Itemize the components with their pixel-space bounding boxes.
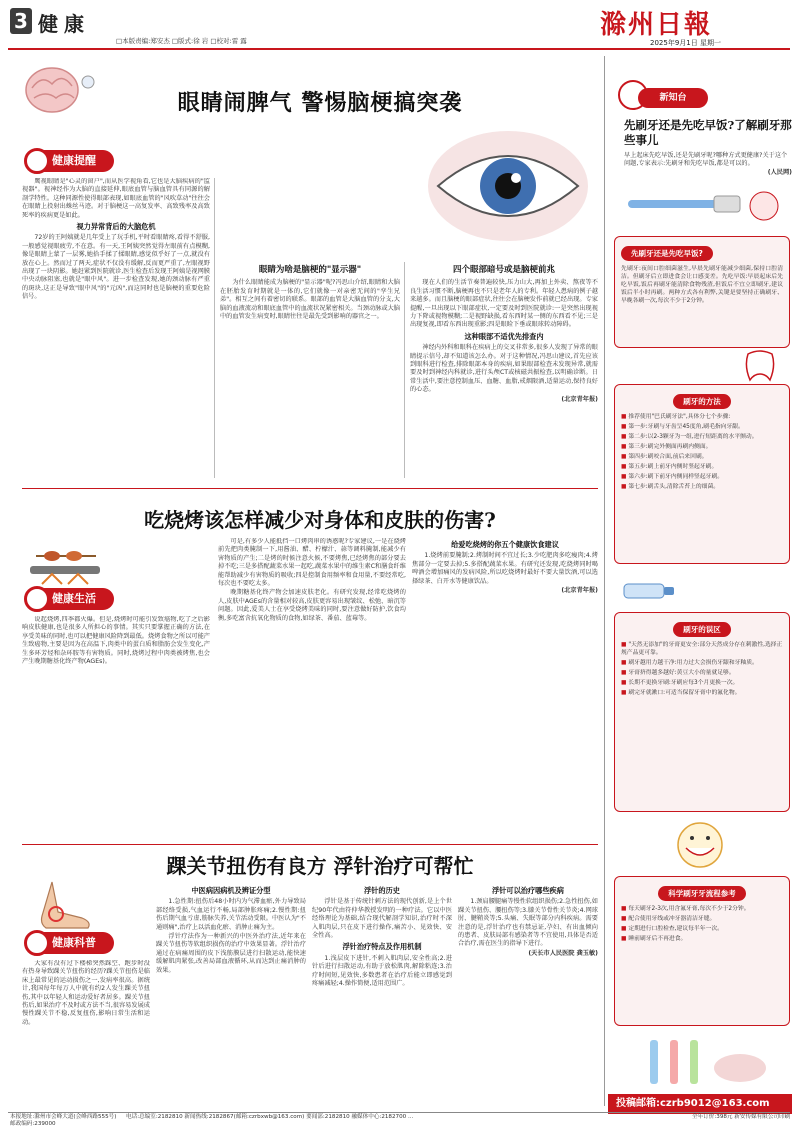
- article3-column-3: [312, 884, 452, 1106]
- article3-body-2: 1.急性期:扭伤后48小时内为气滞血瘀,外力导致局部经络受损,气血运行不畅,局部肿胀疼痛;2.慢性期:扭伤后期气血亏虚,筋脉失养,关节活动受限。中医认为"不通则痛",治疗上以活血化瘀、消肿止痛为主。: [156, 898, 306, 931]
- brushing-myth: ■ 刷牙越用力越干净:用力过大会损伤牙龈和牙釉质。: [621, 659, 783, 667]
- article1-body-2: 为什么眼睛能成为脑梗的"显示器"呢?冯思山介绍,眼睛和大脑在胚胎发育时期就是一体的,它们就像一对亲密无间的"孪生兄弟"。相互之间有着密切的联系。眼部的血管是大脑血管的分支,大脑的血液流动和眼底血管中的血流状况紧密相关。当颈动脉或大脑中的血管发生病变时,眼睛往往是最先受到影响的器官之一。: [220, 279, 400, 321]
- column-divider: [404, 262, 405, 478]
- article2-body-1: 说起烧烤,四季都火爆。但是,烧烤时可能引发致癌物,吃了之后影响皮肤健康,也是很多人所担心的事情。其实只要掌握正确的方法,在享受美味的同时,也可以把健康风险降到最低。烧烤食物之所以可能产生致癌物,主要是因为在高温下,肉类中的蛋白质和脂肪会发生变化,产生多环芳烃和杂环胺等有害物质。同时,烧烤过程中肉类被烤焦,也会产生晚期糖基化终产物(AGEs)。: [22, 616, 210, 666]
- article2-body-3: 晚期糖基化终产物会加速皮肤老化。有研究发现,经常吃烧烤的人,皮肤中AGEs的含量相对较高,皮肤更容易出现皱纹、松弛、暗沉等问题。因此,爱美人士在享受烧烤美味的同时,要注意做好防护,饮食均衡,多吃富含抗氧化物质的食物,如绿茶、番茄、蓝莓等。: [218, 589, 406, 622]
- article2-tag: 健康生活: [30, 588, 114, 610]
- brushes-illustration: [630, 1032, 780, 1086]
- editor-credits: □本版责编:郑安杰 □版式:徐 岩 □校对:雷 露: [116, 37, 247, 45]
- column-divider: [214, 178, 215, 478]
- article1-body-4: 神经内外科和眼科在疾病上的交叉非常多,很多人发现了异常的眼睛提示信号,却不知道该怎么办。对于这种情况,冯思山建议,首先应该到眼科进行检查,排除眼部本身的疾病,如果眼部检查未发现异常,就需要及时到神经内科就诊,进行头颅CT或核磁共振检查,以明确诊断。日常生活中,要注意控制血压、血糖、血脂,戒烟限酒,适量运动,保持良好的心态。: [410, 344, 598, 394]
- article2-headline: 吃烧烤该怎样减少对身体和皮肤的伤害?: [144, 508, 496, 532]
- article3-subheading-2: 浮针的历史: [364, 886, 400, 895]
- brushing-step: ■ 第一步:牙刷与牙齿呈45度角,刷毛指向牙龈。: [621, 423, 783, 431]
- brushing-step: ■ 第七步:刷舌头,清除舌苔上的细菌。: [621, 483, 783, 491]
- eye-illustration: [398, 116, 598, 256]
- section-divider: [22, 488, 598, 489]
- brushing-myth: ■ 刷完牙就漱口:可适当保留牙膏中的氟化物。: [621, 689, 783, 697]
- article3-column-4: [458, 884, 598, 1106]
- brushing-step: ■ 推荐使用"巴氏刷牙法",具体分七个步骤:: [621, 413, 783, 421]
- sidebar-intro: 早上起床先吃早饭,还是先刷牙呢?哪种方式更健康?关于这个问题,专家表示:先刷牙和先吃早饭,都是可以的。 (人民网): [624, 152, 792, 176]
- brushing-tip: ■ 定期进行口腔检查,建议每半年一次。: [621, 925, 783, 933]
- article1-headline: 眼睛闹脾气 警惕脑梗搞突袭: [177, 90, 463, 116]
- article1-body-3: 现在人们的生活节奏普遍较快,压力山大,再加上外卖、熬夜等不良生活习惯不断,脑梗再也不只是老年人的专利。年轻人患病的例子越来越多。而且脑梗的眼部症状,往往会在脑梗发作前就已经出现。专家提醒,一旦出现以下眼部症状,一定要及时到医院就诊:一是突然出现视力下降或视物模糊;二是视野缺损,看东西时某一侧的东西看不见;三是出现复视,即看东西出现重影;四是眼睑下垂或眼球转动障碍。: [410, 279, 598, 329]
- article1-body-1: 72岁的王阿姨就是几年受上了玩手机,平时看眼睛疼,看得不舒服,一般感觉视眼疲劳,不在意。有一天,王阿姨突然觉得左眼前有点模糊,像是眼睛上蒙了一层雾,她拾手揉了揉眼睛,感觉似乎好了一点,就没有放在心上。然而过了两天,症状不仅没有缓解,反而更严重了,左眼视野出现了一块阴影。她赶紧到医院就诊,医生检查后发现王阿姨是视网膜中央动脉阻塞,也就是"眼中风"。进一步检查发现,她的颈动脉有严重的斑块,这正是导致"眼中风"的"元凶",而这同时也是脑梗的重要危险信号。: [22, 234, 210, 301]
- brushing-step: ■ 第三步:刷完外侧面再刷内侧面。: [621, 443, 783, 451]
- article1-subheading-4: 这种眼部不适优先排查内: [464, 331, 544, 341]
- article3-body-4: 浮针是基于传统针刺方法的现代创新,是上个世纪90年代由符仲华教授发明的一种疗法。它以中医经络理论为基础,结合现代解剖学知识,治疗时不深入肌肉层,只在皮下进行操作,痛苦小、见效快、安全性高。: [312, 898, 452, 940]
- issue-date: 2025年9月1日 星期一: [650, 39, 721, 47]
- article1-column-3: [410, 262, 598, 478]
- smile-icon: [640, 820, 760, 870]
- article1-subheading-1: 视力异常背后的大脑危机: [76, 222, 156, 232]
- sidebar-box-1-text: 先刷牙:夜间口腔细菌滋生,早晨先刷牙能减少细菌,保持口腔清洁。但刷牙后立即进食会让口感变差。先吃早饭:早晨起床后先吃早饭,饭后再刷牙能清除食物残渣,但饭后不宜立即刷牙,建议饭后半小时再刷。两种方式各有利弊,关键是要坚持正确刷牙、早晚各刷一次,每次不少于2分钟。: [621, 266, 783, 304]
- article2-column-3: [412, 538, 598, 842]
- article1-column-1: [22, 178, 210, 478]
- sidebar-illustration: [618, 184, 788, 230]
- sidebar-box-3: [614, 612, 790, 812]
- article3-subheading-4: 浮针可以治疗哪些疾病: [492, 886, 564, 895]
- article3-body-5: 1.浅层皮下进针,不刺入肌肉层,安全性高;2.进针后进行扫散运动,有助于放松肌肉,解除粘连;3.治疗时间短,见效快,多数患者在治疗后能立即感觉到疼痛减轻;4.操作简便,适用范围广。: [312, 954, 452, 988]
- brushing-tip: ■ 每天刷牙2-3次,用含氟牙膏,每次不少于2分钟。: [621, 905, 783, 913]
- article3-subheading-1: 中医病因病机及辨证分型: [191, 886, 271, 895]
- sidebar-divider: [604, 56, 605, 1106]
- sidebar-box-2: [614, 384, 790, 564]
- article2-body-4: 1.烧烤前要腌制;2.烤制时间不宜过长;3.少吃肥肉多吃瘦肉;4.烤焦部分一定要去掉;5.多搭配蔬菜水果。有研究还发现,吃烧烤同时喝啤酒会增加痛风的发病风险,所以吃烧烤时最好不要大量饮酒,可以选择绿茶、白开水等健康饮品。: [412, 552, 598, 585]
- sidebar-label: 新知台: [638, 88, 708, 108]
- article3-subheading-3: 浮针治疗特点及作用机制: [342, 942, 422, 952]
- article3-tag: 健康科普: [30, 932, 114, 954]
- section-divider: [22, 844, 598, 845]
- footer-rule: [8, 1112, 790, 1113]
- toothpaste-icon: [620, 570, 680, 610]
- header-rule: [8, 48, 790, 50]
- article2-source: (北京青年报): [561, 587, 598, 595]
- sidebar-box-4: [614, 876, 790, 1026]
- brushing-tip: ■ 配合使用牙线或冲牙器清洁牙缝。: [621, 915, 783, 923]
- article1-lead: 鹰视眼睛是"心灵的窗户",而从医学视角看,它也是大脑疾病的"监视器"。视神经作为大脑的直接延伸,眼底血管与脑血管具有同源的解剖学特性。这种同源性使得眼部表现,如眼底血管的"风吹草动"往往会在眼睛上投射出蛛丝马迹。对于脑梗这一高复发率、高致残率及高致死率的疾病更是如此。: [22, 178, 210, 219]
- article2-body-2: 可是,有多少人能抵挡一口烤肉串的诱惑呢?专家建议,一是在烧烤前先把肉类腌制一下,用酱油、醋、柠檬汁、蒜等调料腌制,能减少有害物质的产生;二是烤的时候注意火候,不要烤焦,已经烤焦的部分要去掉不吃;三是多搭配蔬菜水果一起吃,蔬菜水果中的维生素C和膳食纤维能帮助减少有害物质的吸收;四是控制食用频率和食用量,不要经常吃,每次也不要吃太多。: [218, 538, 406, 588]
- article2-column-2: [218, 538, 406, 842]
- article1-tag: 健康提醒: [30, 150, 114, 172]
- article1-column-2: [220, 262, 400, 478]
- brushing-myth: ■ "天然无添加"的牙膏更安全:部分天然成分存在刺激性,选择正规产品更可靠。: [621, 641, 783, 657]
- sidebar-box-4-title: 科学刷牙牙流程参考: [658, 886, 746, 901]
- article3-column-1: [22, 960, 150, 1106]
- article2-column-1: [22, 616, 210, 842]
- contribute-email: 投稿邮箱:czrb9012@163.com: [608, 1094, 792, 1114]
- footer-price: 全年订价:398元 新安传媒有限公司印刷: [692, 1114, 791, 1120]
- article3-body-1: 大家有没有过下楼梯突然踩空、跑步时没有热身导致踝关节扭伤的经历?踝关节扭伤是临床上最常见的运动损伤之一,发病率很高。据统计,我国每年每万人中就有约2人发生踝关节扭伤,其中以年轻人和运动爱好者居多。踝关节扭伤后,如果治疗不及时或方法不当,很容易发展成慢性踝关节不稳,反复扭伤,影响日常生活和运动。: [22, 960, 150, 1026]
- section-title: 健康: [38, 12, 90, 36]
- page-number-badge: 3: [10, 8, 32, 34]
- brushing-tip: ■ 睡前刷牙后不再进食。: [621, 935, 783, 943]
- brushing-step: ■ 第五步:刷上前牙内侧时竖起牙刷。: [621, 463, 783, 471]
- article3-source: (天长市人民医院 龚玉敏): [528, 949, 598, 957]
- newspaper-logo: 滁州日報: [600, 10, 713, 40]
- article1-source: (北京青年报): [561, 395, 598, 403]
- ankle-illustration: [22, 878, 102, 934]
- brushing-step: ■ 第四步:刷咬合面,前后来回刷。: [621, 453, 783, 461]
- brushing-step: ■ 第六步:刷下前牙内侧同样竖起牙刷。: [621, 473, 783, 481]
- sidebar-box-3-title: 刷牙的误区: [673, 622, 731, 637]
- footer-address: 本报地址:滁州市会峰大道(会峰西路555号) 邮政编码:239000: [10, 1114, 117, 1127]
- sidebar-box-1-title: 先刷牙还是先吃早饭?: [621, 246, 713, 261]
- sidebar-source: (人民网): [767, 168, 792, 176]
- brushing-myth: ■ 牙膏挤得越多越好:黄豆大小的量就足够。: [621, 669, 783, 677]
- article2-subheading-1: 给爱吃烧烤的你五个健康饮食建议: [451, 540, 559, 549]
- sidebar-box-2-title: 刷牙的方法: [673, 394, 731, 409]
- article1-subheading-3: 四个眼部暗号或是脑梗前兆: [452, 265, 555, 275]
- sidebar-title: 先刷牙还是先吃早饭?了解刷牙那些事儿: [624, 118, 792, 147]
- article3-headline: 踝关节扭伤有良方 浮针治疗可帮忙: [166, 854, 474, 878]
- footer-contacts: 电话:总编室:2182810 新闻热线:2182867(邮箱:czrbxwb@163.com) 要闻部:2182810 融媒体中心:2182700 ...: [126, 1114, 414, 1120]
- article3-column-2: [156, 884, 306, 1106]
- brushing-myth: ■ 长期不更换牙刷:牙刷应每3个月更换一次。: [621, 679, 783, 687]
- brushing-step: ■ 第二步:以2-3颗牙为一组,进行短距离的水平颤动。: [621, 433, 783, 441]
- article3-body-6: 1.颈肩腰腿痛等慢性软组织损伤;2.急性扭伤,如踝关节扭伤、腰扭伤等;3.膝关节骨性关节炎;4.网球肘、腱鞘炎等;5.头痛、失眠等部分内科疾病。需要注意的是,浮针治疗也有禁忌证,孕妇、有出血倾向的患者、皮肤局部有感染者等不宜使用,具体是否适合治疗,需在医生的指导下进行。: [458, 898, 598, 948]
- sidebar-box-1: [614, 236, 790, 348]
- tooth-icon: [740, 350, 780, 384]
- article3-body-3: 浮针疗法作为一种新兴的中医外治疗法,近年来在踝关节扭伤等软组织损伤的治疗中效果显著。浮针治疗通过在病痛周围的皮下浅筋膜层进行扫散运动,能快速缓解肌肉紧张,改善局部血液循环,从而达到止痛消肿的效果。: [156, 933, 306, 974]
- article1-subheading-2: 眼睛为啥是脑梗的"显示器": [258, 265, 362, 275]
